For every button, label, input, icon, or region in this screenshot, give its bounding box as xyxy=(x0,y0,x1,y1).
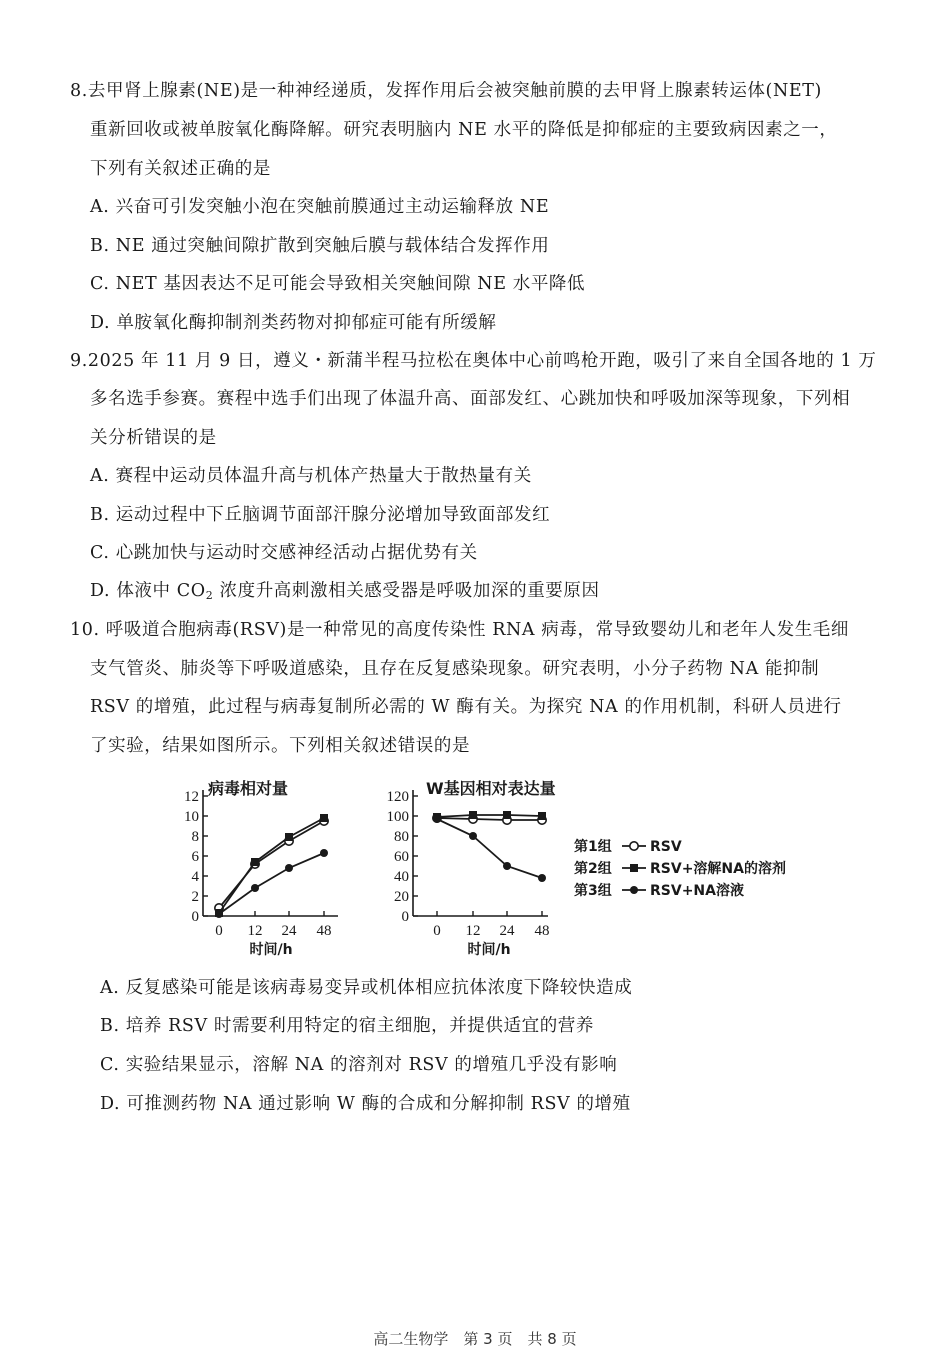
q9-option-b: B. 运动过程中下丘脑调节面部汗腺分泌增加导致面部发红 xyxy=(90,505,551,525)
y-tick-label: 80 xyxy=(394,829,409,845)
q9-stem-line-1: 9.2025 年 11 月 9 日，遵义・新蒲半程马拉松在奥体中心前鸣枪开跑，吸引了来自全国各地的 1 万 xyxy=(70,351,877,371)
data-point xyxy=(538,874,546,882)
chart-title: W基因相对表达量 xyxy=(426,779,556,798)
q8-option-b: B. NE 通过突触间隙扩散到突触后膜与载体结合发挥作用 xyxy=(90,236,550,256)
q9-option-d-pre: D. 体液中 CO xyxy=(90,581,206,601)
y-tick-label: 12 xyxy=(184,789,199,805)
q9-option-d-sub: 2 xyxy=(205,589,214,602)
legend-group-label: 第2组 xyxy=(574,861,612,877)
chart-virus-amount xyxy=(184,779,338,958)
data-point xyxy=(538,812,546,820)
data-point xyxy=(251,858,259,866)
series-line xyxy=(219,821,324,908)
q10-stem-line-1: 10. 呼吸道合胞病毒(RSV)是一种常见的高度传染性 RNA 病毒，常导致婴幼儿和老年人发生毛细 xyxy=(70,620,850,640)
x-tick-label: 0 xyxy=(215,923,223,939)
x-tick-label: 48 xyxy=(534,923,550,939)
page-footer: 高二生物学 第 3 页 共 8 页 xyxy=(373,1330,577,1348)
series-line xyxy=(219,853,324,914)
q10-option-d: D. 可推测药物 NA 通过影响 W 酶的合成和分解抑制 RSV 的增殖 xyxy=(100,1094,631,1114)
x-tick-label: 12 xyxy=(247,923,263,939)
series-line xyxy=(219,818,324,913)
q10-option-b: B. 培养 RSV 时需要利用特定的宿主细胞，并提供适宜的营养 xyxy=(100,1016,595,1036)
x-tick-label: 12 xyxy=(465,923,481,939)
y-tick-label: 40 xyxy=(394,869,409,885)
q8-stem-line-1: 8.去甲肾上腺素(NE)是一种神经递质，发挥作用后会被突触前膜的去甲肾上腺素转运体(NET) xyxy=(70,81,822,101)
series-line xyxy=(437,818,542,820)
data-point xyxy=(469,811,477,819)
q9-option-d-post: 浓度升高刺激相关感受器是呼吸加深的重要原因 xyxy=(213,581,600,601)
chart-title: 病毒相对量 xyxy=(208,779,289,798)
data-point xyxy=(251,884,259,892)
q9-stem-line-2: 多名选手参赛。赛程中选手们出现了体温升高、面部发红、心跳加快和呼吸加深等现象，下列相 xyxy=(90,389,851,409)
data-point xyxy=(285,833,293,841)
y-tick-label: 6 xyxy=(191,849,199,865)
q10-stem-line-3: RSV 的增殖，此过程与病毒复制所必需的 W 酶有关。为探究 NA 的作用机制，科研人员进行 xyxy=(90,697,842,717)
data-point xyxy=(503,862,511,870)
data-point xyxy=(285,864,293,872)
q9-option-a: A. 赛程中运动员体温升高与机体产热量大于散热量有关 xyxy=(90,466,532,486)
y-tick-label: 120 xyxy=(386,789,409,805)
x-axis-title: 时间/h xyxy=(467,942,511,958)
data-point xyxy=(320,849,328,857)
legend-marker xyxy=(630,842,638,850)
q10-option-a: A. 反复感染可能是该病毒易变异或机体相应抗体浓度下降较快造成 xyxy=(100,978,633,998)
q8-option-c: C. NET 基因表达不足可能会导致相关突触间隙 NE 水平降低 xyxy=(90,274,586,294)
legend-label: RSV xyxy=(650,839,682,855)
x-tick-label: 0 xyxy=(433,923,441,939)
legend-marker xyxy=(630,864,638,872)
y-tick-label: 20 xyxy=(394,889,409,905)
chart-w-gene-expression xyxy=(387,779,556,958)
y-tick-label: 0 xyxy=(401,909,409,925)
q9-stem-line-3: 关分析错误的是 xyxy=(90,428,217,448)
q8-stem-line-3: 下列有关叙述正确的是 xyxy=(90,159,271,179)
q8-stem-line-2: 重新回收或被单胺氧化酶降解。研究表明脑内 NE 水平的降低是抑郁症的主要致病因素之一， xyxy=(90,120,838,140)
q9-option-d xyxy=(90,578,600,609)
y-tick-label: 10 xyxy=(184,809,199,825)
q10-stem-line-4: 了实验，结果如图所示。下列相关叙述错误的是 xyxy=(90,736,471,756)
x-tick-label: 24 xyxy=(281,923,297,939)
y-tick-label: 4 xyxy=(191,869,199,885)
q9-option-c: C. 心跳加快与运动时交感神经活动占据优势有关 xyxy=(90,543,478,563)
legend-group-label: 第1组 xyxy=(574,839,612,855)
data-point xyxy=(433,815,441,823)
y-tick-label: 100 xyxy=(386,809,409,825)
x-tick-label: 48 xyxy=(316,923,332,939)
legend-label: RSV+NA溶液 xyxy=(650,883,744,899)
q10-figure xyxy=(160,770,840,970)
legend-label: RSV+溶解NA的溶剂 xyxy=(650,861,786,877)
x-tick-label: 24 xyxy=(499,923,515,939)
y-tick-label: 8 xyxy=(191,829,199,845)
y-tick-label: 0 xyxy=(191,909,199,925)
chart-legend xyxy=(574,838,786,899)
q10-stem-line-2: 支气管炎、肺炎等下呼吸道感染，且存在反复感染现象。研究表明，小分子药物 NA 能抑制 xyxy=(90,659,820,679)
q8-option-a: A. 兴奋可引发突触小泡在突触前膜通过主动运输释放 NE xyxy=(90,197,550,217)
x-axis-title: 时间/h xyxy=(249,942,293,958)
series-line xyxy=(437,819,542,878)
data-point xyxy=(320,814,328,822)
data-point xyxy=(503,811,511,819)
legend-group-label: 第3组 xyxy=(574,883,612,899)
q8-option-d: D. 单胺氧化酶抑制剂类药物对抑郁症可能有所缓解 xyxy=(90,313,497,333)
q10-option-c: C. 实验结果显示，溶解 NA 的溶剂对 RSV 的增殖几乎没有影响 xyxy=(100,1055,618,1075)
legend-marker xyxy=(630,886,638,894)
y-tick-label: 60 xyxy=(394,849,409,865)
y-tick-label: 2 xyxy=(191,889,199,905)
data-point xyxy=(215,910,223,918)
data-point xyxy=(469,832,477,840)
series-line xyxy=(437,815,542,817)
